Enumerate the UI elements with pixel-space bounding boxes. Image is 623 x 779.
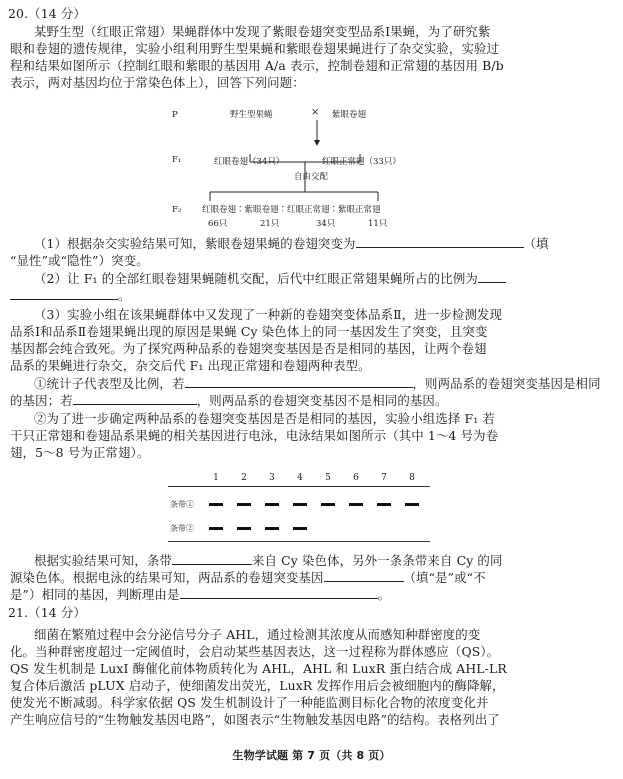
q20-1-text-b: （填 [523,236,549,251]
q20-3-1-text: ①统计子代表型及比例，若 [34,376,185,391]
answer-blank[interactable] [180,587,378,599]
gel-band [377,503,391,506]
q21-line: 复合体后激活 pLUX 启动子，使细菌发出荧光，LuxR 发挥作用后会被细胞内的酶降解， [10,678,505,693]
f2-count: 21只 [260,219,280,229]
lane-number: 6 [353,473,359,483]
wild-type-label: 野生型果蝇 [230,110,273,120]
q20-3-2-line: 翅，5～8 号为正常翅）。 [10,445,150,460]
lane-number: 5 [325,473,331,483]
q20-3-3-line2 [10,570,486,585]
gel-band [209,503,223,506]
q21-line: 化。当种群密度超过一定阈值时，会启动某些基因表达，这一过程称为群体感应（QS）。 [10,644,500,659]
q20-3-2-line: ②为了进一步确定两种品系的卷翅突变基因是否是相同的基因，实验小组选择 F₁ 若 [34,411,495,426]
q20-3-3-text: 根据实验结果可知，条带 [34,553,172,568]
q20-1-line [34,236,549,251]
q20-para-line: 某野生型（红眼正常翅）果蝇群体中发现了紫眼卷翅突变型品系Ⅰ果蝇，为了研究紫 [34,24,491,39]
gel-band [209,527,223,530]
gel-band [265,527,279,530]
answer-blank[interactable] [73,393,197,405]
q20-1-line2: “显性”或“隐性”）突变。 [10,253,149,268]
gel-band [405,503,419,506]
cross-symbol: × [311,107,320,118]
q20-3-3-line [34,553,503,568]
f2-count: 34只 [316,219,336,229]
answer-blank[interactable] [10,288,118,300]
q20-3-1-line2 [10,393,448,408]
q20-2-line [34,271,506,286]
lane-number: 3 [269,473,275,483]
answer-blank[interactable] [172,553,252,565]
answer-blank[interactable] [356,236,524,248]
f1-red-normal: 红眼正常翅（33只） [322,157,401,167]
q21-line: 产生响应信号的“生物触发基因电路”，如图表示“生物触发基因电路”的结构。表格列出了 [10,712,500,727]
lane-number: 1 [213,473,219,483]
q20-3-line: 基因都会纯合致死。为了探究两种品系的卷翅突变基因是否是相同的基因，让两个卷翅 [10,341,487,356]
f2-count: 11只 [368,219,388,229]
q20-2-text: （2）让 F₁ 的全部红眼卷翅果蝇随机交配，后代中红眼正常翅果蝇所占的比例为 [34,271,478,286]
lane-number: 4 [297,473,303,483]
gel-band [237,503,251,506]
q20-1-text: （1）根据杂交实验结果可知，紫眼卷翅果蝇的卷翅突变为 [34,236,356,251]
f1-red-curly: 红眼卷翅（34只） [214,157,285,167]
label-f1: F₁ [172,155,182,165]
gel-band [265,503,279,506]
q20-3-2-line: 干只正常翅和卷翅品系果蝇的相关基因进行电泳，电泳结果如图所示（其中 1～4 号为卷 [10,428,499,443]
period: 。 [377,587,391,602]
gel-band [321,503,335,506]
band-1-label: 条带① [170,500,194,509]
q20-3-3-text-c: 源染色体。根据电泳的结果可知，两品系的卷翅突变基因 [10,570,324,585]
answer-blank[interactable] [324,570,404,582]
gel-top-border [168,486,430,487]
q20-3-3-text-e: 是”）相同的基因，判断理由是 [10,587,180,602]
gel-band [293,503,307,506]
q21-header: 21.（14 分） [8,605,86,620]
band-2-label: 条带② [170,524,194,533]
f2-phenotypes: 红眼卷翅∶紫眼卷翅∶红眼正常翅∶紫眼正常翅 [202,205,381,215]
q20-para-line: 程和结果如图所示（控制红眼和紫眼的基因用 A/a 表示，控制卷翅和正常翅的基因用 B/b [10,58,504,73]
gel-band [237,527,251,530]
label-f2: F₂ [172,205,182,215]
q21-line: 使发光不断减弱。科学家依据 QS 发生机制设计了一种能监测目标化合物的浓度变化并 [10,695,489,710]
q20-3-3-text-b: 来自 Cy 染色体，另外一条条带来自 Cy 的同 [251,553,503,568]
lane-number: 8 [409,473,415,483]
gel-band [349,503,363,506]
q20-para-line: 表示，两对基因均位于常染色体上），回答下列问题： [10,75,305,90]
label-p: P [172,110,178,120]
q20-3-1-line [34,376,601,391]
q20-3-1-text-b: ，则两品系的卷翅突变基因是相同 [412,376,601,391]
q20-3-line: 品系Ⅰ和品系Ⅱ卷翅果蝇出现的原因是果蝇 Cy 染色体上的同一基因发生了突变，且突变 [10,324,488,339]
period: 。 [118,288,131,303]
purple-curly-label: 紫眼卷翅 [332,110,367,120]
lane-number: 7 [381,473,387,483]
gel-bottom-border [168,541,430,542]
answer-blank[interactable] [478,271,506,283]
q20-header: 20.（14 分） [8,6,86,21]
page-footer: 生物学试题 第 7 页（共 8 页） [232,749,391,762]
answer-blank[interactable] [185,376,413,388]
q20-3-line: 品系的果蝇进行杂交，杂交后代 F₁ 出现正常翅和卷翅两种表型。 [10,358,371,373]
q20-3-1-text-d: ，则两品系的卷翅突变基因不是相同的基因。 [196,393,448,408]
f2-count: 66只 [208,219,228,229]
q21-line: QS 发生机制是 LuxI 酶催化前体物质转化为 AHL，AHL 和 LuxR 蛋白结合成 AHL-LR [10,661,507,676]
q20-3-line: （3）实验小组在该果蝇群体中又发现了一种新的卷翅突变体品系Ⅱ，进一步检测发现 [34,307,503,322]
cross-diagram [170,104,410,234]
self-cross-label: 自由交配 [294,172,329,182]
q20-3-3-text-d: （填“是”或“不 [403,570,486,585]
gel-band [293,527,307,530]
q20-3-3-line3 [10,587,390,602]
q20-para-line: 眼和卷翅的遗传规律，实验小组利用野生型果蝇和紫眼卷翅果蝇进行了杂交实验，实验过 [10,41,500,56]
q21-line: 细菌在繁殖过程中会分泌信号分子 AHL，通过检测其浓度从而感知种群密度的变 [34,627,481,642]
gel-figure [168,473,430,545]
lane-number: 2 [241,473,247,483]
q20-2-line2 [10,288,131,303]
q20-3-1-text-c: 的基因；若 [10,393,73,408]
